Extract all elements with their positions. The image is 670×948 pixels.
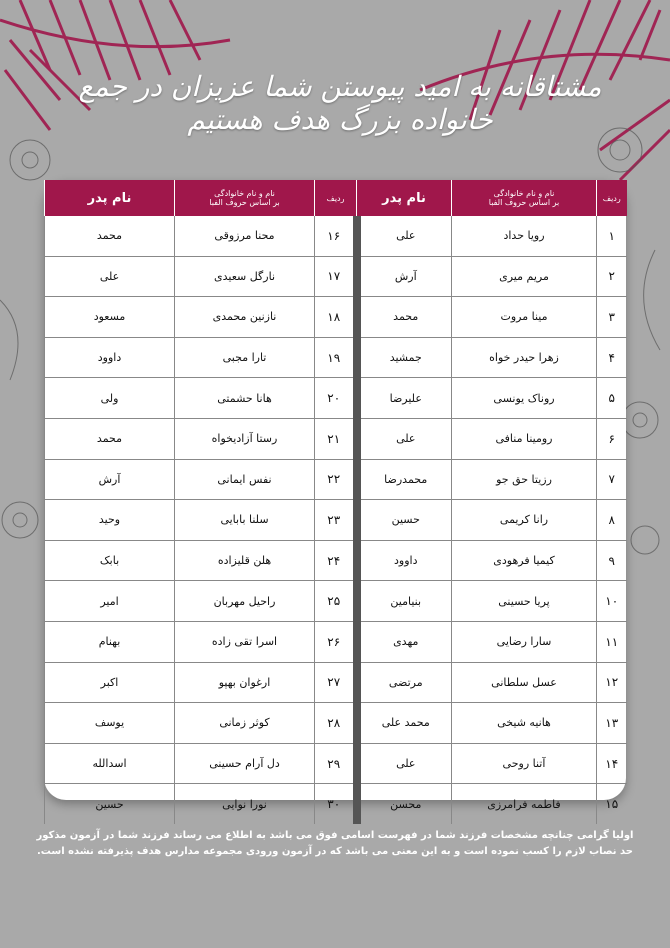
father-name: محمد [45,216,175,256]
table-row [45,784,627,824]
father-name: بابک [45,540,175,581]
student-name: سارا رضایی [452,621,597,662]
table-row [45,743,627,784]
row-number: ۲ [597,256,627,297]
table-row [45,540,627,581]
student-name: تارا مجبی [175,337,315,378]
student-name: سلنا بابایی [175,500,315,541]
student-name: محنا مرزوقی [175,216,315,256]
table-header-row [45,180,627,216]
father-name: بنیامین [357,581,452,622]
student-name: رویا حداد [452,216,597,256]
student-name: هانیه شیخی [452,703,597,744]
student-name: نارگل سعیدی [175,256,315,297]
father-name: محمد [45,418,175,459]
row-number: ۱۶ [315,216,357,256]
father-name: وحید [45,500,175,541]
table-row [45,378,627,419]
student-name: پریا حسینی [452,581,597,622]
row-number: ۵ [597,378,627,419]
student-name: نورا نوایی [175,784,315,824]
row-number: ۱۳ [597,703,627,744]
father-name: آرش [45,459,175,500]
full-name-header: نام و نام خانوادگی بر اساس حروف الفبا [175,180,315,216]
father-name: علی [357,743,452,784]
father-name: علی [357,216,452,256]
row-number: ۸ [597,500,627,541]
table-row [45,662,627,703]
row-number: ۲۹ [315,743,357,784]
row-number: ۱۲ [597,662,627,703]
student-name: رانا کریمی [452,500,597,541]
row-number: ۱۸ [315,297,357,338]
student-name: زهرا حیدر خواه [452,337,597,378]
row-number: ۱۴ [597,743,627,784]
notice-text: اولیا گرامی چنانچه مشخصات فرزند شما در فهرست اسامی فوق می باشد به اطلاع می رساند فرزند شما در آزمون مذکور حد نصاب لازم را کسب نموده است و به این معنی می باشد که در آزمون ورودی مجموعه مدارس هدف پذیرفته نشده است. [36,830,634,857]
student-name: کیمیا فرهودی [452,540,597,581]
table-row [45,297,627,338]
father-name: آرش [357,256,452,297]
row-number: ۱ [597,216,627,256]
father-name: حسین [45,784,175,824]
father-name: محمد علی [357,703,452,744]
row-number: ۱۱ [597,621,627,662]
father-name: محمدرضا [357,459,452,500]
student-name: فاطمه فرامرزی [452,784,597,824]
father-name-header: نام پدر [357,180,452,216]
student-name: رستا آزادیخواه [175,418,315,459]
table-row [45,459,627,500]
father-name: داوود [45,337,175,378]
row-number: ۹ [597,540,627,581]
table-row [45,216,627,256]
row-number: ۱۰ [597,581,627,622]
row-number: ۲۶ [315,621,357,662]
father-name: جمشید [357,337,452,378]
table-row [45,581,627,622]
row-number: ۳۰ [315,784,357,824]
table-row [45,500,627,541]
student-name: روناک یونسی [452,378,597,419]
table-row [45,703,627,744]
row-number-header: ردیف [597,180,627,216]
father-name: حسین [357,500,452,541]
father-name: اسدالله [45,743,175,784]
row-number: ۶ [597,418,627,459]
student-name: دل آرام حسینی [175,743,315,784]
row-number: ۱۵ [597,784,627,824]
student-name: نازنین محمدی [175,297,315,338]
table-row [45,418,627,459]
row-number: ۲۰ [315,378,357,419]
student-name: هلن قلیزاده [175,540,315,581]
row-number: ۴ [597,337,627,378]
student-name: رومینا منافی [452,418,597,459]
student-name: کوثر زمانی [175,703,315,744]
student-name: نفس ایمانی [175,459,315,500]
student-name: عسل سلطانی [452,662,597,703]
father-name: مرتضی [357,662,452,703]
father-name: مهدی [357,621,452,662]
table-row [45,621,627,662]
student-name: هانا حشمتی [175,378,315,419]
row-number-header: ردیف [315,180,357,216]
student-table [44,180,627,824]
row-number: ۳ [597,297,627,338]
table-row [45,337,627,378]
student-name: اسرا تقی زاده [175,621,315,662]
student-name: ارغوان بهپو [175,662,315,703]
table-row [45,256,627,297]
student-name: مریم میری [452,256,597,297]
student-name: آتنا روحی [452,743,597,784]
student-name: رزیتا حق جو [452,459,597,500]
student-name: راحیل مهربان [175,581,315,622]
row-number: ۲۱ [315,418,357,459]
row-number: ۱۹ [315,337,357,378]
father-name: علیرضا [357,378,452,419]
father-name: محسن [357,784,452,824]
father-name: داوود [357,540,452,581]
father-name: علی [45,256,175,297]
father-name: ولی [45,378,175,419]
father-name: امیر [45,581,175,622]
row-number: ۲۴ [315,540,357,581]
father-name: محمد [357,297,452,338]
father-name-header: نام پدر [45,180,175,216]
father-name: بهنام [45,621,175,662]
father-name: مسعود [45,297,175,338]
student-list-card [44,180,626,812]
father-name: یوسف [45,703,175,744]
row-number: ۲۲ [315,459,357,500]
row-number: ۲۸ [315,703,357,744]
page-title: مشتاقانه به امید پیوستن شما عزیزان در جمع خانواده بزرگ هدف هستیم [78,70,602,136]
student-name: مینا مروت [452,297,597,338]
father-name: علی [357,418,452,459]
row-number: ۱۷ [315,256,357,297]
row-number: ۲۳ [315,500,357,541]
row-number: ۲۵ [315,581,357,622]
father-name: اکبر [45,662,175,703]
row-number: ۷ [597,459,627,500]
full-name-header: نام و نام خانوادگی بر اساس حروف الفبا [452,180,597,216]
row-number: ۲۷ [315,662,357,703]
